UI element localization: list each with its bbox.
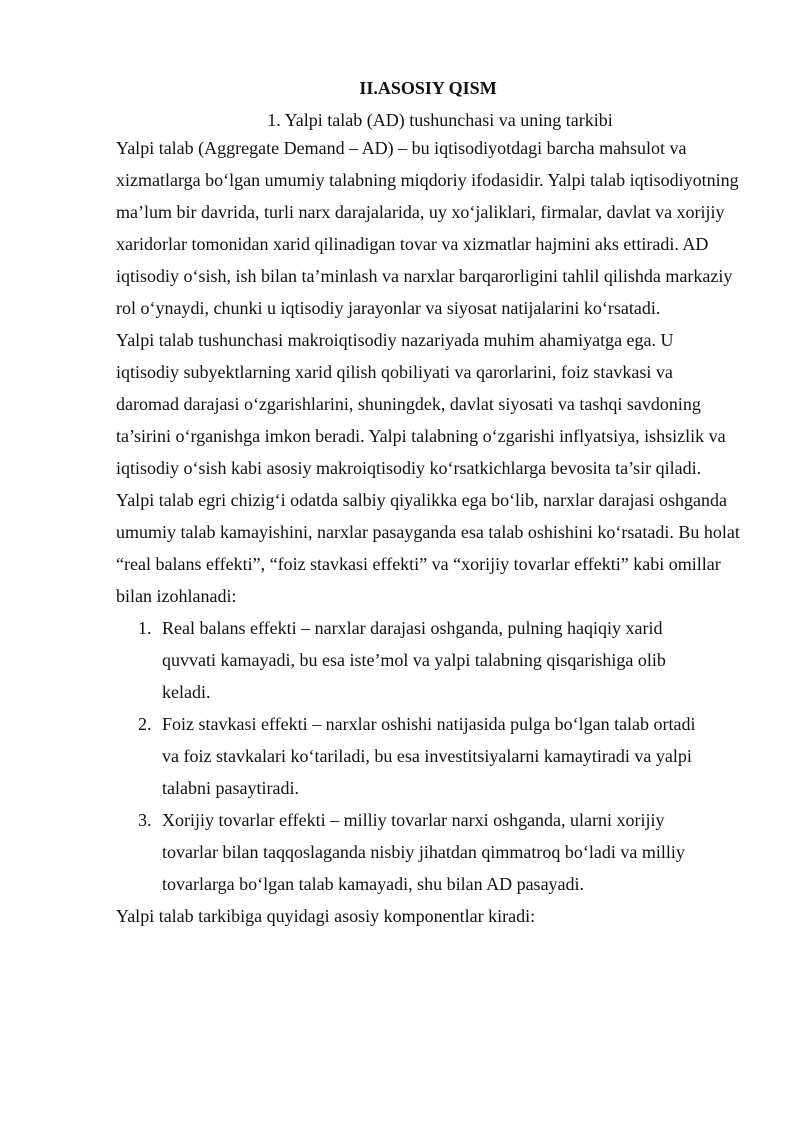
list-item-text: Xorijiy tovarlar effekti – milliy tovarlar narxi oshganda, ularni xorijiy tovarlar bilan taqqoslaganda nisbiy jihatdan qimmatroq bo‘ladi va milliy tovarlarga bo‘lgan talab kamayadi, shu bilan AD pasayadi. bbox=[162, 810, 685, 894]
page-content bbox=[116, 76, 740, 932]
list-item bbox=[116, 804, 740, 900]
paragraph-curve: Yalpi talab egri chizig‘i odatda salbiy qiyalikka ega bo‘lib, narxlar darajasi oshganda umumiy talab kamayishini, narxlar pasayganda esa talab oshishini ko‘rsatadi. Bu holat “real balans effekti”, “foiz stavkasi effekti” va “xorijiy tovarlar effekti” kabi omillar bilan izohlanadi: bbox=[116, 490, 740, 606]
list-item-text: Foiz stavkasi effekti – narxlar oshishi natijasida pulga bo‘lgan talab ortadi va foiz stavkalari ko‘tariladi, bu esa investitsiyalarni kamaytiradi va yalpi talabni pasaytiradi. bbox=[162, 714, 696, 798]
list-item bbox=[116, 708, 740, 804]
list-item-number: 1. bbox=[138, 618, 152, 638]
paragraph-components-intro: Yalpi talab tarkibiga quyidagi asosiy komponentlar kiradi: bbox=[116, 906, 536, 926]
list-item bbox=[116, 612, 740, 708]
paragraph-importance: Yalpi talab tushunchasi makroiqtisodiy nazariyada muhim ahamiyatga ega. U iqtisodiy subyektlarning xarid qilish qobiliyati va qarorlarini, foiz stavkasi va daromad darajasi o‘zgarishlarini, shuningdek, davlat siyosati va tashqi savdoning ta’sirini o‘rganishga imkon beradi. Yalpi talabning o‘zgarishi inflyatsiya, ishsizlik va iqtisodiy o‘sish kabi asosiy makroiqtisodiy ko‘rsatkichlarga bevosita ta’sir qiladi. bbox=[116, 330, 726, 478]
subsection-title: 1. Yalpi talab (AD) tushunchasi va uning tarkibi bbox=[267, 110, 613, 130]
list-item-number: 3. bbox=[138, 810, 152, 830]
list-item-text: Real balans effekti – narxlar darajasi oshganda, pulning haqiqiy xarid quvvati kamayadi, bu esa iste’mol va yalpi talabning qisqarishiga olib keladi. bbox=[162, 618, 666, 702]
effects-list bbox=[116, 612, 740, 900]
paragraph-definition: Yalpi talab (Aggregate Demand – AD) – bu iqtisodiyotdagi barcha mahsulot va xizmatlarga bo‘lgan umumiy talabning miqdoriy ifodasidir. Yalpi talab iqtisodiyotning ma’lum bir davrida, turli narx darajalarida, uy xo‘jaliklari, firmalar, davlat va xorijiy xaridorlar tomonidan xarid qilinadigan tovar va xizmatlar hajmini aks ettiradi. AD iqtisodiy o‘sish, ish bilan ta’minlash va narxlar barqarorligini tahlil qilishda markaziy rol o‘ynaydi, chunki u iqtisodiy jarayonlar va siyosat natijalarini ko‘rsatadi. bbox=[116, 138, 739, 318]
section-title: II.ASOSIY QISM bbox=[359, 78, 497, 98]
list-item-number: 2. bbox=[138, 714, 152, 734]
